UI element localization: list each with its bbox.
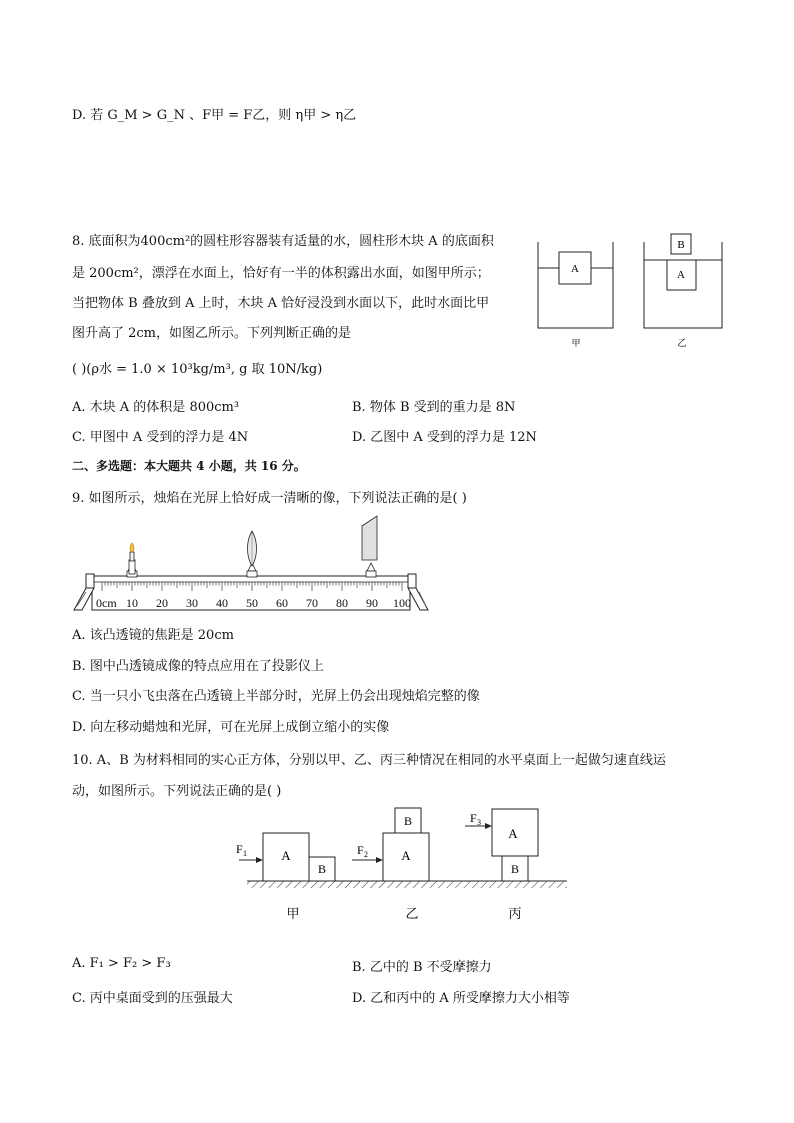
- q8-line-5: ( )(ρ水 = 1.0 × 10³kg/m³, g 取 10N/kg): [72, 362, 323, 377]
- ruler-label: 50: [246, 596, 258, 610]
- label-f2-sub: 2: [364, 850, 368, 859]
- jia-label-b: B: [317, 862, 327, 876]
- q10-option-b: B. 乙中的 B 不受摩擦力: [352, 960, 492, 975]
- yi-label-b: B: [403, 814, 413, 828]
- q8-line-2: 是 200cm²，漂浮在水面上，恰好有一半的体积露出水面，如图甲所示；: [72, 266, 490, 281]
- label-f1-sub: 1: [243, 849, 247, 858]
- q10-line-1: 10. A、B 为材料相同的实心正方体，分别以甲、乙、丙三种情况在相同的水平桌面上一起做匀速直线运: [72, 753, 666, 768]
- q10-line-2: 动，如图所示。下列说法正确的是( ): [72, 784, 282, 799]
- block-a-yi: A: [677, 269, 685, 281]
- q8-option-a: A. 木块 A 的体积是 800cm³: [72, 400, 240, 415]
- convex-lens: [247, 531, 257, 577]
- q8-line-4: 图升高了 2cm，如图乙所示。下列判断正确的是: [72, 326, 352, 341]
- bing-label-b: B: [510, 862, 520, 876]
- jia-label-a: A: [281, 848, 291, 863]
- q8-line-1: 8. 底面积为400cm²的圆柱形容器装有适量的水，圆柱形木块 A 的底面积: [72, 234, 494, 249]
- q9-option-a: A. 该凸透镜的焦距是 20cm: [72, 628, 234, 643]
- q9-optical-bench: [72, 514, 432, 616]
- q8-figure: [530, 228, 730, 353]
- q10-option-a: A. F₁ > F₂ > F₃: [72, 956, 171, 971]
- caption-jia: 甲: [571, 338, 581, 348]
- yi-label-a: A: [401, 848, 411, 863]
- label-f3-sub: 3: [477, 818, 481, 827]
- left-support: [74, 574, 94, 610]
- q9-option-c: C. 当一只小飞虫落在凸透镜上半部分时，光屏上仍会出现烛焰完整的像: [72, 689, 480, 704]
- block-a-jia: A: [571, 263, 579, 275]
- ruler-label: 20: [156, 596, 168, 610]
- q9-option-b: B. 图中凸透镜成像的特点应用在了投影仪上: [72, 659, 324, 674]
- ruler-label: 40: [216, 596, 228, 610]
- q10-figure: [225, 804, 575, 926]
- table-hatch: [247, 881, 567, 888]
- container-jia: [538, 242, 613, 328]
- ruler-label: 100: [393, 596, 411, 610]
- block-b-yi: B: [677, 239, 685, 251]
- ruler-label: 0cm: [96, 596, 117, 610]
- caption-bing: 丙: [508, 906, 522, 921]
- q10-option-c: C. 丙中桌面受到的压强最大: [72, 991, 233, 1006]
- right-support: [408, 574, 428, 610]
- q8-line-3: 当把物体 B 叠放到 A 上时，木块 A 恰好浸没到水面以下，此时水面比甲: [72, 296, 490, 311]
- q7-option-d: D. 若 G_M > G_N 、F甲 = F乙，则 η甲 > η乙: [72, 108, 357, 123]
- q8-option-c: C. 甲图中 A 受到的浮力是 4N: [72, 430, 249, 445]
- ruler-label: 70: [306, 596, 318, 610]
- label-f3: F: [470, 811, 477, 825]
- ruler-label: 60: [276, 596, 288, 610]
- ruler-label: 10: [126, 596, 138, 610]
- caption-yi: 乙: [405, 906, 419, 921]
- light-screen: [362, 516, 377, 577]
- q10-option-d: D. 乙和丙中的 A 所受摩擦力大小相等: [352, 991, 570, 1006]
- section-2-heading: 二、多选题：本大题共 4 小题，共 16 分。: [72, 459, 306, 473]
- q9-stem: 9. 如图所示，烛焰在光屏上恰好成一清晰的像，下列说法正确的是( ): [72, 491, 467, 506]
- ruler-label: 30: [186, 596, 198, 610]
- q8-option-b: B. 物体 B 受到的重力是 8N: [352, 400, 516, 415]
- q8-option-d: D. 乙图中 A 受到的浮力是 12N: [352, 430, 537, 445]
- q9-option-d: D. 向左移动蜡烛和光屏，可在光屏上成倒立缩小的实像: [72, 720, 390, 735]
- caption-yi: 乙: [677, 338, 687, 348]
- label-f2: F: [357, 843, 364, 857]
- ruler-label: 90: [366, 596, 378, 610]
- caption-jia: 甲: [286, 906, 300, 921]
- label-f1: F: [236, 842, 243, 856]
- candle: [127, 543, 137, 577]
- bing-label-a: A: [508, 826, 518, 841]
- ruler-label: 80: [336, 596, 348, 610]
